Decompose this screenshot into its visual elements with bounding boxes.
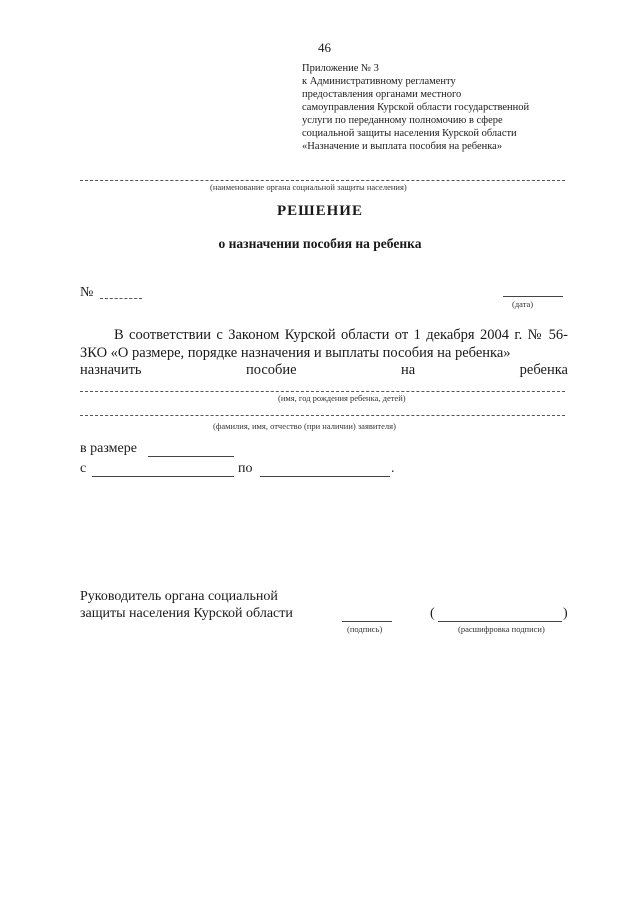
appendix-line: Приложение № 3	[302, 63, 379, 74]
date-field-line	[503, 296, 563, 297]
applicant-caption: (фамилия, имя, отчество (при наличии) заявителя)	[213, 421, 396, 431]
number-field-line	[100, 298, 142, 299]
decode-field-line	[438, 621, 562, 622]
decode-close-paren: )	[563, 606, 568, 621]
head-title-line1: Руководитель органа социальной	[80, 589, 278, 604]
signature-caption: (подпись)	[347, 624, 383, 634]
to-field-line	[260, 476, 390, 477]
to-label: по	[238, 461, 253, 476]
decode-caption: (расшифровка подписи)	[458, 624, 545, 634]
body-last-line	[80, 362, 568, 379]
decode-open-paren: (	[430, 606, 435, 621]
amount-label: в размере	[80, 441, 137, 456]
appendix-line: социальной защиты населения Курской области	[302, 128, 517, 139]
signature-field-line	[342, 621, 392, 622]
word: на	[401, 362, 416, 378]
from-field-line	[92, 476, 234, 477]
child-caption: (имя, год рождения ребенка, детей)	[278, 393, 406, 403]
authority-name-line	[80, 180, 565, 181]
number-label: №	[80, 285, 94, 300]
appendix-line: услуги по переданному полномочию в сфере	[302, 115, 503, 126]
date-caption: (дата)	[512, 299, 534, 309]
body-paragraph: В соответствии с Законом Курской области от 1 декабря 2004 г. № 56-ЗКО «О размере, порядке назначения и выплаты пособия на ребенка»	[80, 327, 568, 361]
from-label: с	[80, 461, 87, 476]
to-suffix: .	[391, 461, 395, 476]
appendix-line: к Административному регламенту	[302, 76, 456, 87]
appendix-header	[302, 62, 602, 153]
appendix-line: самоуправления Курской области государственной	[302, 102, 530, 113]
word: ребенка	[519, 362, 568, 378]
head-title-line2: защиты населения Курской области	[80, 606, 293, 621]
document-subtitle: о назначении пособия на ребенка	[218, 236, 422, 251]
appendix-line: предоставления органами местного	[302, 89, 462, 100]
amount-field-line	[148, 456, 234, 457]
word: назначить	[80, 362, 142, 378]
appendix-line: «Назначение и выплата пособия на ребенка»	[302, 141, 503, 152]
child-field-line	[80, 391, 565, 392]
page-number: 46	[318, 40, 331, 55]
applicant-field-line	[80, 415, 565, 416]
authority-caption: (наименование органа социальной защиты населения)	[210, 182, 407, 192]
word: пособие	[245, 362, 297, 378]
document-title: РЕШЕНИЕ	[277, 203, 363, 219]
